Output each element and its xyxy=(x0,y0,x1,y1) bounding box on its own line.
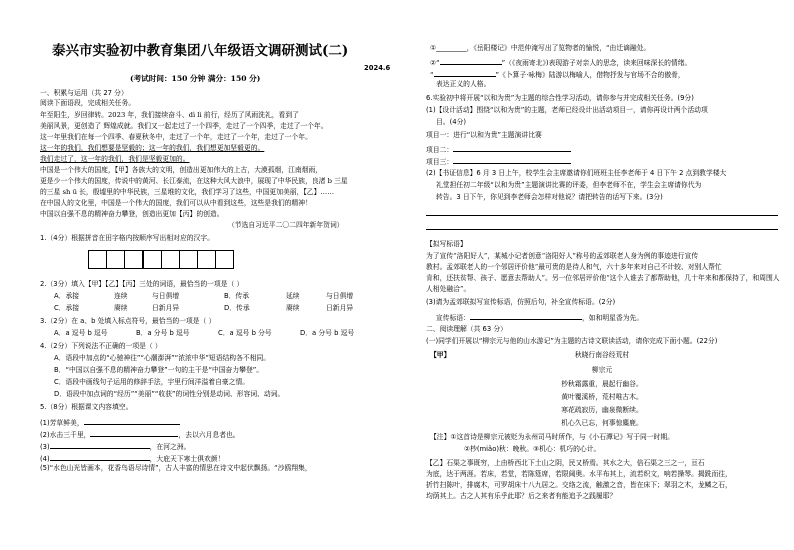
section-1-heading: 一、积累与运用（共 27 分） xyxy=(40,89,128,97)
passage-yi-line: 为底，达于两涯。若床，若堂，若陈筵席，若限阃奥。水平布其上，流若织文，响若操琴。揭跣而往， xyxy=(426,470,732,478)
option-word: 日新月异 xyxy=(152,304,180,312)
passage-line: 为了宣传“洛阳好人”，某城小记者创意“洛阳好人”称号的孟郊联老人身为例的事迹进行宣传 xyxy=(426,252,699,260)
question-3: 3.（2分）在 a、b 处填入标点符号，最恰当的一项是（ ） xyxy=(40,317,216,325)
answer-blank[interactable] xyxy=(440,56,502,65)
answer-blank[interactable] xyxy=(50,452,150,461)
passage-line: 这一年里我们在每一个四季、春夏秋冬中，走过了一个年，走过了一个年，走过了一个年。 xyxy=(40,133,312,141)
slogan-line xyxy=(436,311,643,323)
tianzige-grid[interactable] xyxy=(88,250,234,269)
passage-line: 教村。孟郊联老人的一个邻居评价他“最可贵的是待人和气，六十多年来对自己不计较、对别人帮忙 xyxy=(426,263,722,271)
q5-item-3 xyxy=(40,440,190,452)
q5-text: (1)芳草鲜美， xyxy=(40,419,84,427)
q5-item-2 xyxy=(40,428,240,440)
answer-blank[interactable] xyxy=(470,311,582,320)
section-2-heading: 二、阅读理解（共 63 分） xyxy=(426,325,507,333)
q5-text: ”（《夜雨寄北》)表现游子对亲人的思念，读来回味深长的情绪。 xyxy=(501,59,692,67)
option-word: 与日俱增 xyxy=(152,292,180,300)
q5-text: ，在河之洲。 xyxy=(149,443,191,451)
passage-line: 的三星 sh ū 长，殷墟里的中华民族，三星堆的文化，我们学习了这些，中国更加美丽，【乙】…… xyxy=(40,188,334,196)
passage-yi-line: 折竹扫陈叶，排腐木，可罗胡床十八九居之。交络之流，触激之音，皆在床下；翠羽之木，龙鳞之石， xyxy=(426,481,732,489)
exam-date: 2024.6 xyxy=(364,64,391,72)
option-word: 赓续 xyxy=(286,304,300,312)
slogan-text: ，如和明星香为先。 xyxy=(581,314,644,322)
q5-text: ，去以六月息者也。 xyxy=(178,431,240,439)
option-word: 日新月异 xyxy=(326,304,354,312)
question-2: 2.（3分）填入【甲】【乙】【丙】三处的词语，最恰当的一项是（ ） xyxy=(40,280,244,288)
underlined-sentence: 我们走过了，这一年的我们，我们是坚毅更加的。 xyxy=(40,155,190,163)
char-box[interactable] xyxy=(143,250,162,269)
passage-line: 年至阳生，岁回律转。2023 年，我们接续奋斗、dì lì 前行，经历了风雨洗礼，看到了 xyxy=(40,111,299,119)
poem-line: 寒花疏寂历，幽泉微断续。 xyxy=(561,406,643,414)
answer-blank[interactable] xyxy=(434,68,496,77)
q3-option-a: A．a 逗号 b 逗号 xyxy=(54,329,108,337)
question-5: 5.（8分）根据课文内容填空。 xyxy=(40,403,133,411)
note-1: 【注】①这首诗是柳宗元被贬为永州司马时所作，与《小石潭记》写于同一时期。 xyxy=(430,433,674,441)
poem-line: 杪秋霜露重，晨起行幽谷。 xyxy=(561,380,643,388)
answer-line[interactable] xyxy=(426,215,778,216)
passage-line: 中国是一个伟大的国度，【甲】各族大的文明，创造出更加伟大的上古，大漠孤烟，江南烟雨， xyxy=(40,166,323,174)
char-box[interactable] xyxy=(88,250,107,269)
poem-author: 柳宗元 xyxy=(591,366,613,374)
q5-item-1 xyxy=(40,416,180,428)
q3-option-c: C．a 逗号 b 分号 xyxy=(218,329,272,337)
q5-sub-3-cont: 表达正义的人格。 xyxy=(436,80,491,88)
q5-item-5: (5)“水色山光皆画本，花香鸟语尽诗情”，古人丰富的情思在诗文中起伏飘扬。“沙鸥翔集， xyxy=(40,464,312,472)
underlined-sentence: 这一年的我们，我们想要是坚毅的；这一年的我们，我们想更加坚毅更的。 xyxy=(40,144,265,152)
q3-option-d: D．a 分号 b 逗号 xyxy=(300,329,355,337)
q6-task-1-cont: 目。(4分) xyxy=(436,118,467,126)
q5-text: (4) xyxy=(40,455,50,463)
q5-sub-1: ①_________，《岳阳楼记》中范仲淹写出了览物者的愉悦，“由迁谪融处。 xyxy=(430,44,651,52)
char-box[interactable] xyxy=(197,250,216,269)
q4-option-d: D．语段中加点词的“经历”“美丽”“收获”的词性分别是动词、形容词、动词。 xyxy=(54,390,285,398)
option-c: C．承接 xyxy=(54,304,80,312)
poem-line: 黄叶覆溪桥，荒村唯古木。 xyxy=(561,393,643,401)
question-4: 4.（2分）下列说法不正确的一项是（ ） xyxy=(40,342,162,350)
char-box[interactable] xyxy=(124,250,143,269)
option-word: 延续 xyxy=(286,292,300,300)
q6-task-2-cont: 礼堂担任初二年级“以和为贵”主题演讲比赛的评委，但李老师不在，学生会主席请你代为 xyxy=(436,181,702,189)
instruction: 阅读下面语段，完成相关任务。 xyxy=(40,99,136,107)
char-box[interactable] xyxy=(179,250,198,269)
page-title: 泰兴市实验初中教育集团八年级语文调研测试(二) xyxy=(52,43,349,59)
passage-line: 中国以自强不息的精神奋力攀登，创造出更加【丙】的创造。 xyxy=(40,210,224,218)
q6-task-3-question: (3)请为孟郊联拟写宣传标语，仿照后句，补全宣传标语。(2分) xyxy=(426,298,616,306)
answer-blank[interactable] xyxy=(50,440,150,449)
option-word: 连续 xyxy=(114,292,128,300)
passage-line: 肯和，还扶贫帮、孩子、愿意去帮助人”。另一位邻居评价他“这个人谁去了都帮助他，几十年来和都保持了，和周围人 xyxy=(426,274,780,282)
answer-blank[interactable] xyxy=(453,155,571,164)
slogan-label: 宣传标语： xyxy=(436,314,470,322)
q5-text: (3) xyxy=(40,443,50,451)
subsection-1: (一)同学们开展以“柳宗元与他的山水游记”为主题的古诗文联读活动，请你完成下面小题。(22分) xyxy=(426,337,718,345)
poem-line: 机心久已忘，何事惊麋鹿。 xyxy=(561,419,643,427)
question-6: 6.实验初中将开展“以和为贵”为主题的综合性学习活动，请你参与并完成相关任务。(9分) xyxy=(426,94,694,102)
q4-option-a: A．语段中加点的“心驰神往”“心潮澎湃”“浓浓中华”短语结构各不相同。 xyxy=(54,354,271,362)
option-d: D．传承 xyxy=(224,304,250,312)
q6-task-1: (1)【设计活动】围绕“以和为贵”的主题，老师已经设计出活动项目一，请你再设计两个活动项 xyxy=(426,106,708,114)
project-1: 项目一：进行“以和为贵”主题演讲比赛 xyxy=(426,131,542,139)
option-word: 赓续 xyxy=(114,304,128,312)
q6-task-2: (2)【书证信息】6 月 3 日上午，校学生会主席邀请你们班班主任李老师于 4 日下午 2 点到教学楼大 xyxy=(426,169,727,177)
passage-yi-line: 【乙】石渠之事既穷，上由桥西北下土山之阴，民又桥焉。其水之大，倍石渠之三之一，亘石 xyxy=(426,459,705,467)
passage-line: 美丽风景，更创造了 辉煌成就。我们又一起走过了一个四季，走过了一个四季，走过了一个年。 xyxy=(40,122,328,130)
poem-title: 秋晓行南谷经荒村 xyxy=(574,351,630,359)
q4-option-b: B．“中国以自强不息的精神奋力攀登”一句的主干是“中国奋力攀登”。 xyxy=(54,366,264,374)
q5-sub-2 xyxy=(430,56,691,68)
q5-text: ”《卜算子·咏梅》陆游以梅喻人，借物抒发与官场不合的傲骨， xyxy=(495,71,685,79)
passage-line: 在中国人的文化里，中国是一个伟大的国度，我们可以从中看到这些，这些是我们的精神！ xyxy=(40,199,312,207)
char-box[interactable] xyxy=(106,250,125,269)
option-a: A．承接 xyxy=(54,292,80,300)
passage-line: 人相处融洽”。 xyxy=(426,285,471,293)
passage-yi-line: 均荫其上。古之人其有乐乎此耶？后之来者有能追予之践履耶？ xyxy=(426,492,617,500)
q5-text: ，大庇天下寒士俱欢颜！ xyxy=(149,455,225,463)
char-box[interactable] xyxy=(161,250,180,269)
option-word: 与日俱增 xyxy=(326,292,354,300)
char-box[interactable] xyxy=(215,250,234,269)
passage-jia-label: 【甲】 xyxy=(430,351,451,359)
q5-text: “ xyxy=(430,71,434,79)
answer-line[interactable] xyxy=(426,229,778,230)
q3-option-b: B．a 分号 b 逗号 xyxy=(136,329,190,337)
project-label: 项目二： xyxy=(426,146,454,154)
option-b: B．传承 xyxy=(224,292,250,300)
answer-blank[interactable] xyxy=(90,428,178,437)
q6-task-3-heading: 【拟写标语】 xyxy=(426,240,467,248)
question-1: 1.（4分）根据拼音在田字格内按顺序写出相对应的汉字。 xyxy=(40,234,214,242)
q5-sub-3 xyxy=(430,68,685,80)
q5-item-4 xyxy=(40,452,224,464)
q4-option-c: C．语段中画线句子运用的修辞手法，宇里行间洋溢着自豪之情。 xyxy=(54,378,250,386)
answer-blank[interactable] xyxy=(453,143,571,152)
project-3 xyxy=(426,155,571,167)
exam-info: (考试时间：150 分钟 满分：150 分) xyxy=(130,74,261,83)
q6-task-2-cont: 转告。3 日下午，你见到李老师会怎样对他说？请把转告的话写下来。(3分) xyxy=(436,193,663,201)
note-2: ②杪(miǎo)秋：晚秋。③机心：机巧的心计。 xyxy=(464,445,601,453)
project-2 xyxy=(426,143,571,155)
q5-text: ②“ xyxy=(430,59,440,67)
passage-source: （节选自习近平二〇二四年新年贺词） xyxy=(228,221,344,229)
answer-blank[interactable] xyxy=(84,416,180,425)
project-label: 项目三： xyxy=(426,158,454,166)
passage-line: 更是少一个伟大的国度，传说中的黄河、长江泰流，在这种大风大浪中，展现了中华民族，良渚 b 三星 xyxy=(40,177,348,185)
q5-text: (2)水击三千里， xyxy=(40,431,91,439)
